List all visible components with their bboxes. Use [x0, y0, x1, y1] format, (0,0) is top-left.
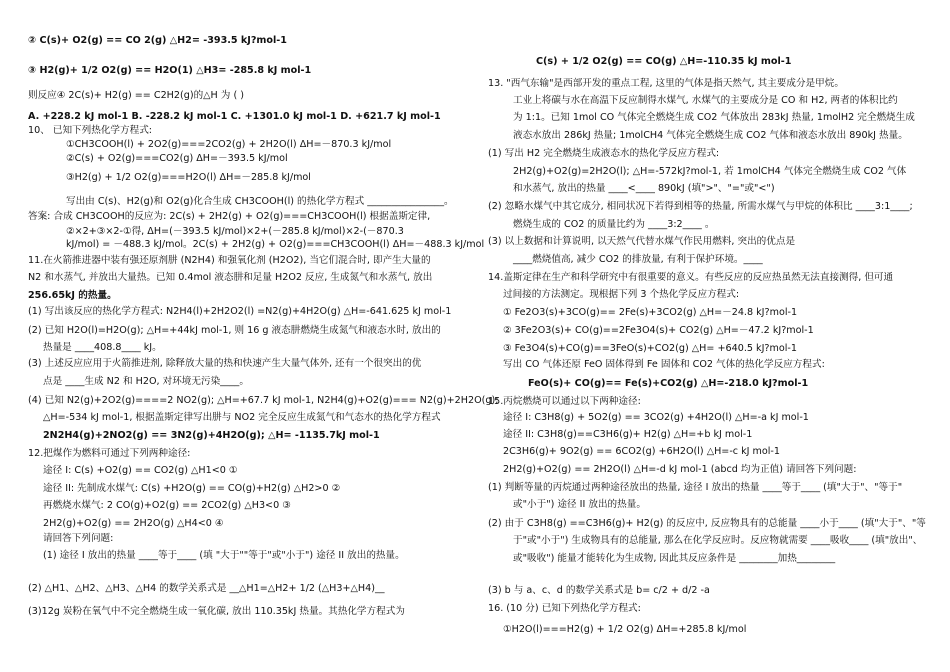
right-text-line: 工业上将碳与水在高温下反应制得水煤气, 水煤气的主要成分是 CO 和 H2, 两者的体积比约	[513, 95, 898, 106]
right-text-line: 16. (10 分) 已知下列热化学方程式:	[488, 603, 641, 614]
left-text-line: (2) △H1、△H2、△H3、△H4 的数学关系式是 __△H1=△H2+ 1/2 (△H3+△H4)__	[28, 583, 385, 594]
right-text-line: (3) b 与 a、c、d 的数学关系式是 b= c/2 + d/2 -a	[488, 585, 710, 596]
left-column	[28, 0, 499, 672]
right-text-line: 2H2(g)+O2(g) == 2H2O(l) △H=-d kJ mol-1 (abcd 均为正值) 请回答下列问题:	[503, 464, 857, 475]
right-text-line: 过间接的方法测定。现根据下列 3 个热化学反应方程式:	[503, 289, 740, 300]
left-text-line: N2 和水蒸气, 并放出大量热。已知 0.4mol 液态肼和足量 H2O2 反应, 生成氮气和水蒸气, 放出	[28, 272, 433, 283]
right-text-line: (2) 忽略水煤气中其它成分, 相同状况下若得到相等的热量, 所需水煤气与甲烷的体积比 ____3:1____;	[488, 201, 913, 212]
right-text-line: 和水蒸气, 放出的热量 ____<____ 890kJ (填">"、"="或"<")	[513, 183, 775, 194]
left-text-line: (3) 上述反应应用于火箭推进剂, 除释放大量的热和快速产生大量气体外, 还有一个很突出的优	[28, 358, 422, 369]
right-text-line: 2C3H6(g)+ 9O2(g) == 6CO2(g) +6H2O(l) △H=-c kJ mol-1	[503, 446, 780, 457]
right-text-line: 途径 I: C3H8(g) + 5O2(g) == 3CO2(g) +4H2O(l) △H=-a kJ mol-1	[503, 412, 809, 423]
left-text-line: (1) 写出该反应的热化学方程式: N2H4(l)+2H2O2(l) =N2(g)+4H2O(g) △H=-641.625 kJ mol-1	[28, 306, 452, 317]
left-text-line: 途径 I: C(s) +O2(g) == CO2(g) △H1<0 ①	[43, 465, 238, 476]
left-text-line: (3)12g 炭粉在氧气中不完全燃烧生成一氧化碳, 放出 110.35kJ 热量。其热化学方程式为	[28, 606, 405, 617]
right-text-line: ② 3Fe2O3(s)+ CO(g)==2Fe3O4(s)+ CO2(g) △H=－47.2 kJ?mol-1	[503, 325, 814, 336]
left-text-line: ②C(s) + O2(g)===CO2(g) ΔH=－393.5 kJ/mol	[66, 153, 288, 164]
right-text-line: (1) 判断等量的丙烷通过两种途径放出的热量, 途径 I 放出的热量 ____等于____ (填"大于"、"等于"	[488, 482, 903, 493]
left-text-line: 则反应④ 2C(s)+ H2(g) == C2H2(g)的△H 为 ( )	[28, 90, 244, 101]
left-text-line: 途径 II: 先制成水煤气: C(s) +H2O(g) == CO(g)+H2(g) △H2>0 ②	[43, 483, 341, 494]
left-text-line: (2) 已知 H2O(l)=H2O(g); △H=+44kJ mol-1, 则 16 g 液态肼燃烧生成氮气和液态水时, 放出的	[28, 325, 441, 336]
right-text-line: 为 1:1。已知 1mol CO 气体完全燃烧生成 CO2 气体放出 283kJ 热量, 1molH2 完全燃烧生成	[513, 112, 915, 123]
right-text-line: 或"小于") 途径 II 放出的热量。	[513, 499, 646, 510]
right-text-line: 14.盖斯定律在生产和科学研究中有很重要的意义。有些反应的反应热虽然无法直接测得, 但可通	[488, 272, 894, 283]
right-text-line: 燃烧生成的 CO2 的质量比约为 ____3:2____ 。	[513, 219, 715, 230]
left-text-line: 再燃烧水煤气: 2 CO(g)+O2(g) == 2CO2(g) △H3<0 ③	[43, 500, 291, 511]
right-text-line: 15.丙烷燃烧可以通过以下两种途径:	[488, 396, 641, 407]
right-text-line: ____燃烧值高, 减少 CO2 的排放量, 有利于保护环境。____	[513, 254, 763, 265]
left-text-line: 写出由 C(s)、H2(g)和 O2(g)化合生成 CH3COOH(l) 的热化学方程式 ________________。	[66, 196, 454, 207]
left-text-line: △H=-534 kJ mol-1, 根据盖斯定律写出肼与 NO2 完全反应生成氮气和气态水的热化学方程式	[43, 412, 441, 423]
right-text-line: ①H2O(l)===H2(g) + 1/2 O2(g) ΔH=+285.8 kJ/mol	[503, 624, 747, 635]
right-text-line: (2) 由于 C3H8(g) ==C3H6(g)+ H2(g) 的反应中, 反应物具有的总能量 ____小于____ (填"大于"、"等	[488, 518, 926, 529]
left-text-line: 12.把煤作为燃料可通过下列两种途径:	[28, 448, 191, 459]
right-text-line: ① Fe2O3(s)+3CO(g)== 2Fe(s)+3CO2(g) △H=－24.8 kJ?mol-1	[503, 307, 798, 318]
right-column	[488, 0, 928, 672]
left-text-line: A. +228.2 kJ mol-1 B. -228.2 kJ mol-1 C. +1301.0 kJ mol-1 D. +621.7 kJ mol-1	[28, 111, 441, 122]
left-text-line: (4) 已知 N2(g)+2O2(g)====2 NO2(g); △H=+67.7 kJ mol-1, N2H4(g)+O2(g)=== N2(g)+2H2O(g);	[28, 395, 499, 406]
left-text-line: 10、 已知下列热化学方程式:	[28, 125, 153, 136]
left-text-line: 2N2H4(g)+2NO2(g) == 3N2(g)+4H2O(g); △H= -1135.7kJ mol-1	[43, 430, 380, 441]
left-text-line: 点是 ____生成 N2 和 H2O, 对环境无污染____。	[43, 376, 249, 387]
left-text-line: ③ H2(g)+ 1/2 O2(g) == H2O(1) △H3= -285.8 kJ mol-1	[28, 65, 312, 76]
right-text-line: FeO(s)+ CO(g)== Fe(s)+CO2(g) △H=-218.0 kJ?mol-1	[528, 378, 809, 389]
right-text-line: 13. "西气东输"是西部开发的重点工程, 这里的气体是指天然气, 其主要成分是甲烷。	[488, 78, 844, 89]
right-text-line: (3) 以上数据和计算说明, 以天然气代替水煤气作民用燃料, 突出的优点是	[488, 236, 796, 247]
left-text-line: 11.在火箭推进器中装有强还原剂肼 (N2H4) 和强氧化剂 (H2O2), 当它们混合时, 即产生大量的	[28, 255, 431, 266]
left-text-line: 2H2(g)+O2(g) == 2H2O(g) △H4<0 ④	[43, 518, 224, 529]
left-text-line: 请回答下列问题:	[43, 533, 114, 544]
right-text-line: (1) 写出 H2 完全燃烧生成液态水的热化学反应方程式:	[488, 148, 720, 159]
right-text-line: 于"或"小于") 生成物具有的总能量, 那么在化学反应时。反应物就需要 ____吸收____ (填"放出"、	[513, 535, 923, 546]
right-text-line: ③ Fe3O4(s)+CO(g)==3FeO(s)+CO2(g) △H= +640.5 kJ?mol-1	[503, 343, 797, 354]
right-text-line: 写出 CO 气体还原 FeO 固体得到 Fe 固体和 CO2 气体的热化学反应方程式:	[503, 359, 825, 370]
left-text-line: ③H2(g) + 1/2 O2(g)===H2O(l) ΔH=－285.8 kJ/mol	[66, 172, 311, 183]
left-text-line: ② C(s)+ O2(g) == CO 2(g) △H2= -393.5 kJ?mol-1	[28, 35, 287, 46]
left-text-line: (1) 途径 I 放出的热量 ____等于____ (填 "大于""等于"或"小于") 途径 II 放出的热量。	[43, 550, 405, 561]
left-text-line: 256.65kJ 的热量。	[28, 290, 117, 301]
left-text-line: 热量是 ____408.8____ kJ。	[43, 342, 162, 353]
left-text-line: 答案: 合成 CH3COOH的反应为: 2C(s) + 2H2(g) + O2(g)===CH3COOH(l) 根据盖斯定律,	[28, 211, 431, 222]
right-text-line: C(s) + 1/2 O2(g) == CO(g) △H=-110.35 kJ mol-1	[536, 56, 792, 67]
right-text-line: 或"吸收") 能量才能转化为生成物, 因此其反应条件是 ________加热________	[513, 553, 836, 564]
right-text-line: 液态水放出 286kJ 热量; 1molCH4 气体完全燃烧生成 CO2 气体和液态水放出 890kJ 热量。	[513, 130, 908, 141]
left-text-line: ①CH3COOH(l) + 2O2(g)===2CO2(g) + 2H2O(l) ΔH=－870.3 kJ/mol	[66, 139, 392, 150]
left-text-line: ②×2+③×2-①得, ΔH=(－393.5 kJ/mol)×2+(－285.8 kJ/mol)×2-(－870.3	[66, 226, 404, 237]
right-text-line: 途径 II: C3H8(g)==C3H6(g)+ H2(g) △H=+b kJ mol-1	[503, 429, 753, 440]
right-text-line: 2H2(g)+O2(g)=2H2O(l); △H=-572kJ?mol-1, 若 1molCH4 气体完全燃烧生成 CO2 气体	[513, 166, 907, 177]
left-text-line: kJ/mol) = －488.3 kJ/mol。2C(s) + 2H2(g) + O2(g)===CH3COOH(l) ΔH=－488.3 kJ/mol	[66, 239, 485, 250]
